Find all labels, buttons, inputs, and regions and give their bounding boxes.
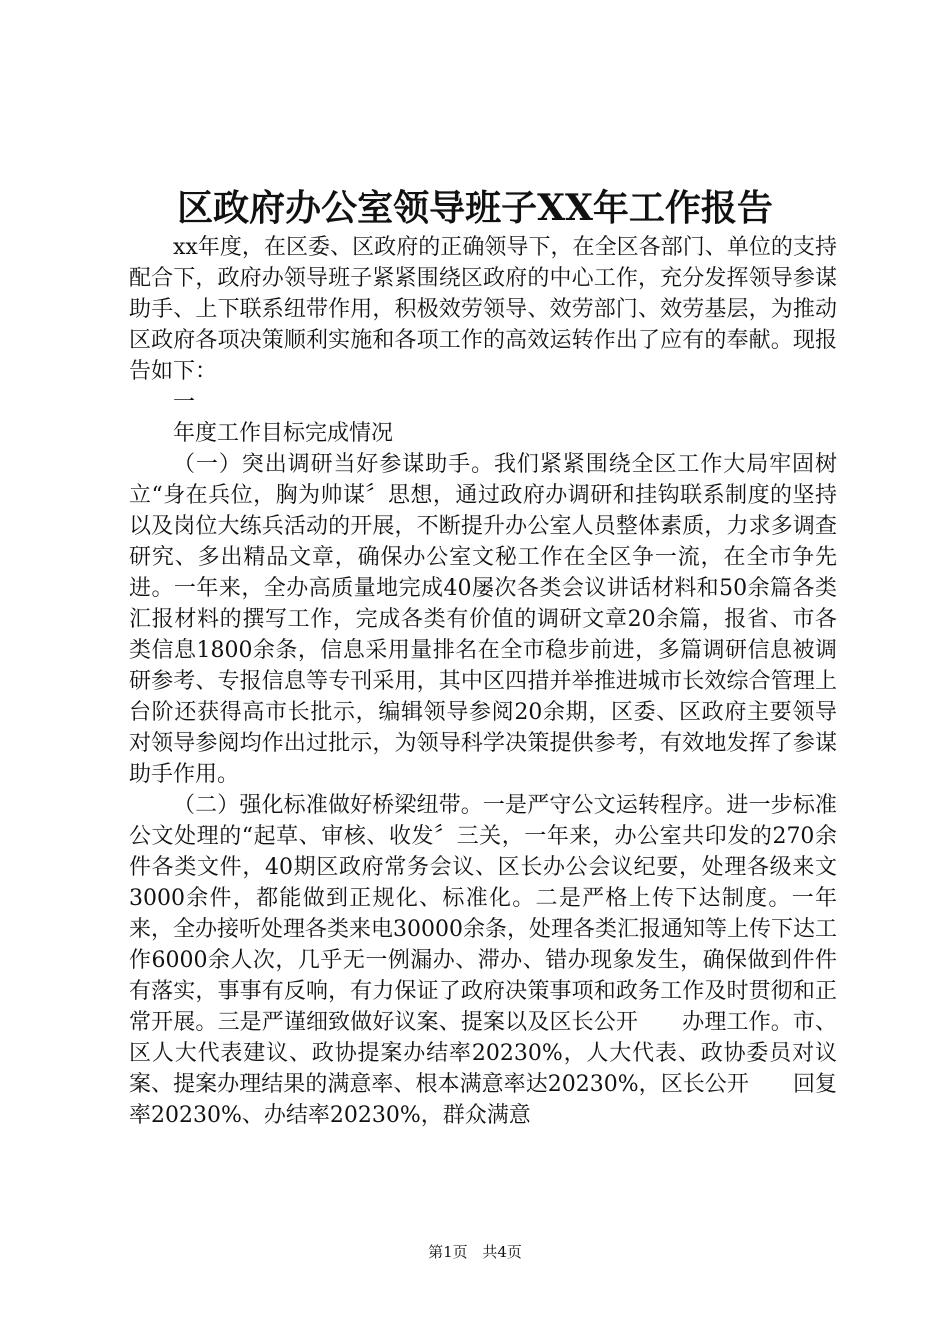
document-body [129, 232, 837, 1131]
section-title: 年度工作目标完成情况 [173, 421, 394, 446]
section-number: 一 [173, 390, 196, 415]
page-number: 第1页 [428, 1243, 468, 1261]
paragraph-standards: （二）强化标准做好桥梁纽带。一是严守公文运转程序。进一步标准公文处理的“起草、审核、收发〞三关，一年来，办公室共印发的270余件各类文件，40期区政府常务会议、区长办公会议纪要，处理各级来文3000余件，都能做到正规化、标准化。二是严格上传下达制度。一年来，全办接听处理各类来电30000余条，处理各类汇报通知等上传下达工作6000余人次，几乎无一例漏办、滞办、错办现象发生，确保做到件件有落实，事事有反响，有力保证了政府决策事项和政务工作及时贯彻和正常开展。三是严谨细致做好议案、提案以及区长公开 办理工作。市、区人大代表建议、政协提案办结率20230%，人大代表、政协委员对议案、提案办理结果的满意率、根本满意率达20230%，区长公开 回复率20230%、办结率20230%，群众满意 [129, 793, 837, 1128]
page-total: 共4页 [482, 1243, 522, 1261]
intro-paragraph: xx年度，在区委、区政府的正确领导下，在全区各部门、单位的支持配合下，政府办领导班子紧紧围绕区政府的中心工作，充分发挥领导参谋助手、上下联系纽带作用，积极效劳领导、效劳部门、效劳基层，为推动区政府各项决策顺利实施和各项工作的高效运转作出了应有的奉献。现报告如下： [129, 235, 837, 384]
page-title: 区政府办公室领导班子XX年工作报告 [177, 187, 773, 229]
paragraph-research: （一）突出调研当好参谋助手。我们紧紧围绕全区工作大局牢固树立“身在兵位，胸为帅谋〞思想，通过政府办调研和挂钩联系制度的坚持以及岗位大练兵活动的开展，不断提升办公室人员整体素质，力求多调查研究、多出精品文章，确保办公室文秘工作在全区争一流，在全市争先进。一年来，全办高质量地完成40屡次各类会议讲话材料和50余篇各类汇报材料的撰写工作，完成各类有价值的调研文章20余篇，报省、市各类信息1800余条，信息采用量排名在全市稳步前进，多篇调研信息被调研参考、专报信息等专刊采用，其中区四措并举推进城市长效综合管理上台阶还获得高市长批示，编辑领导参阅20余期，区委、区政府主要领导对领导参阅均作出过批示，为领导科学决策提供参考，有效地发挥了参谋助手作用。 [129, 452, 837, 787]
page-footer [0, 1242, 950, 1262]
